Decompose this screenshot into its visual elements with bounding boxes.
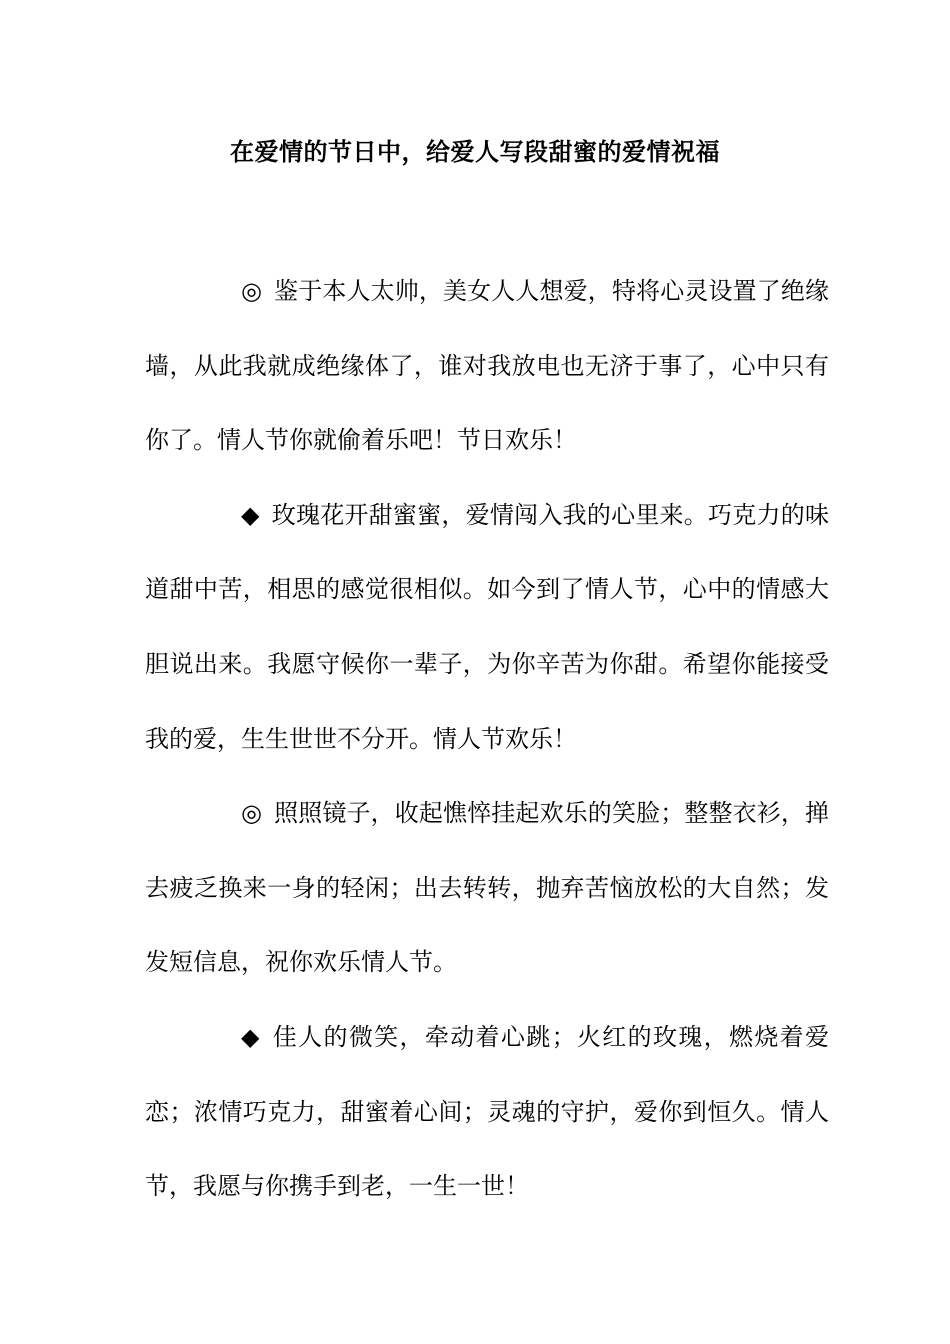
paragraph-text: 鉴于本人太帅，美女人人想爱，特将心灵设置了绝缘墙，从此我就成绝缘体了，谁对我放电也无济于事了，心中只有你了。情人节你就偷着乐吧！节日欢乐！ [145,277,829,455]
bullet-diamond-icon: ◆ [241,1022,260,1051]
paragraph-text: 照照镜子，收起憔悴挂起欢乐的笑脸；整整衣衫，掸去疲乏换来一身的轻闲；出去转转，抛弃苦恼放松的大自然；发发短信息，祝你欢乐情人节。 [145,799,829,977]
paragraph-text: 玫瑰花开甜蜜蜜，爱情闯入我的心里来。巧克力的味道甜中苦，相思的感觉很相似。如今到了情人节，心中的情感大胆说出来。我愿守候你一辈子，为你辛苦为你甜。希望你能接受我的爱，生生世世不分开。情人节欢乐！ [145,500,829,753]
paragraph-1 [145,254,829,478]
paragraph-4 [145,1000,829,1224]
document-title: 在爱情的节日中，给爱人写段甜蜜的爱情祝福 [230,137,720,166]
paragraph-text: 佳人的微笑，牵动着心跳；火红的玫瑰，燃烧着爱恋；浓情巧克力，甜蜜着心间；灵魂的守护，爱你到恒久。情人节，我愿与你携手到老，一生一世！ [145,1022,829,1201]
bullet-diamond-icon: ◆ [241,500,260,529]
document-body [145,254,829,1224]
paragraph-2 [145,478,829,776]
bullet-circle-icon: ◎ [241,799,262,828]
paragraph-3 [145,776,829,1000]
bullet-circle-icon: ◎ [241,277,262,305]
